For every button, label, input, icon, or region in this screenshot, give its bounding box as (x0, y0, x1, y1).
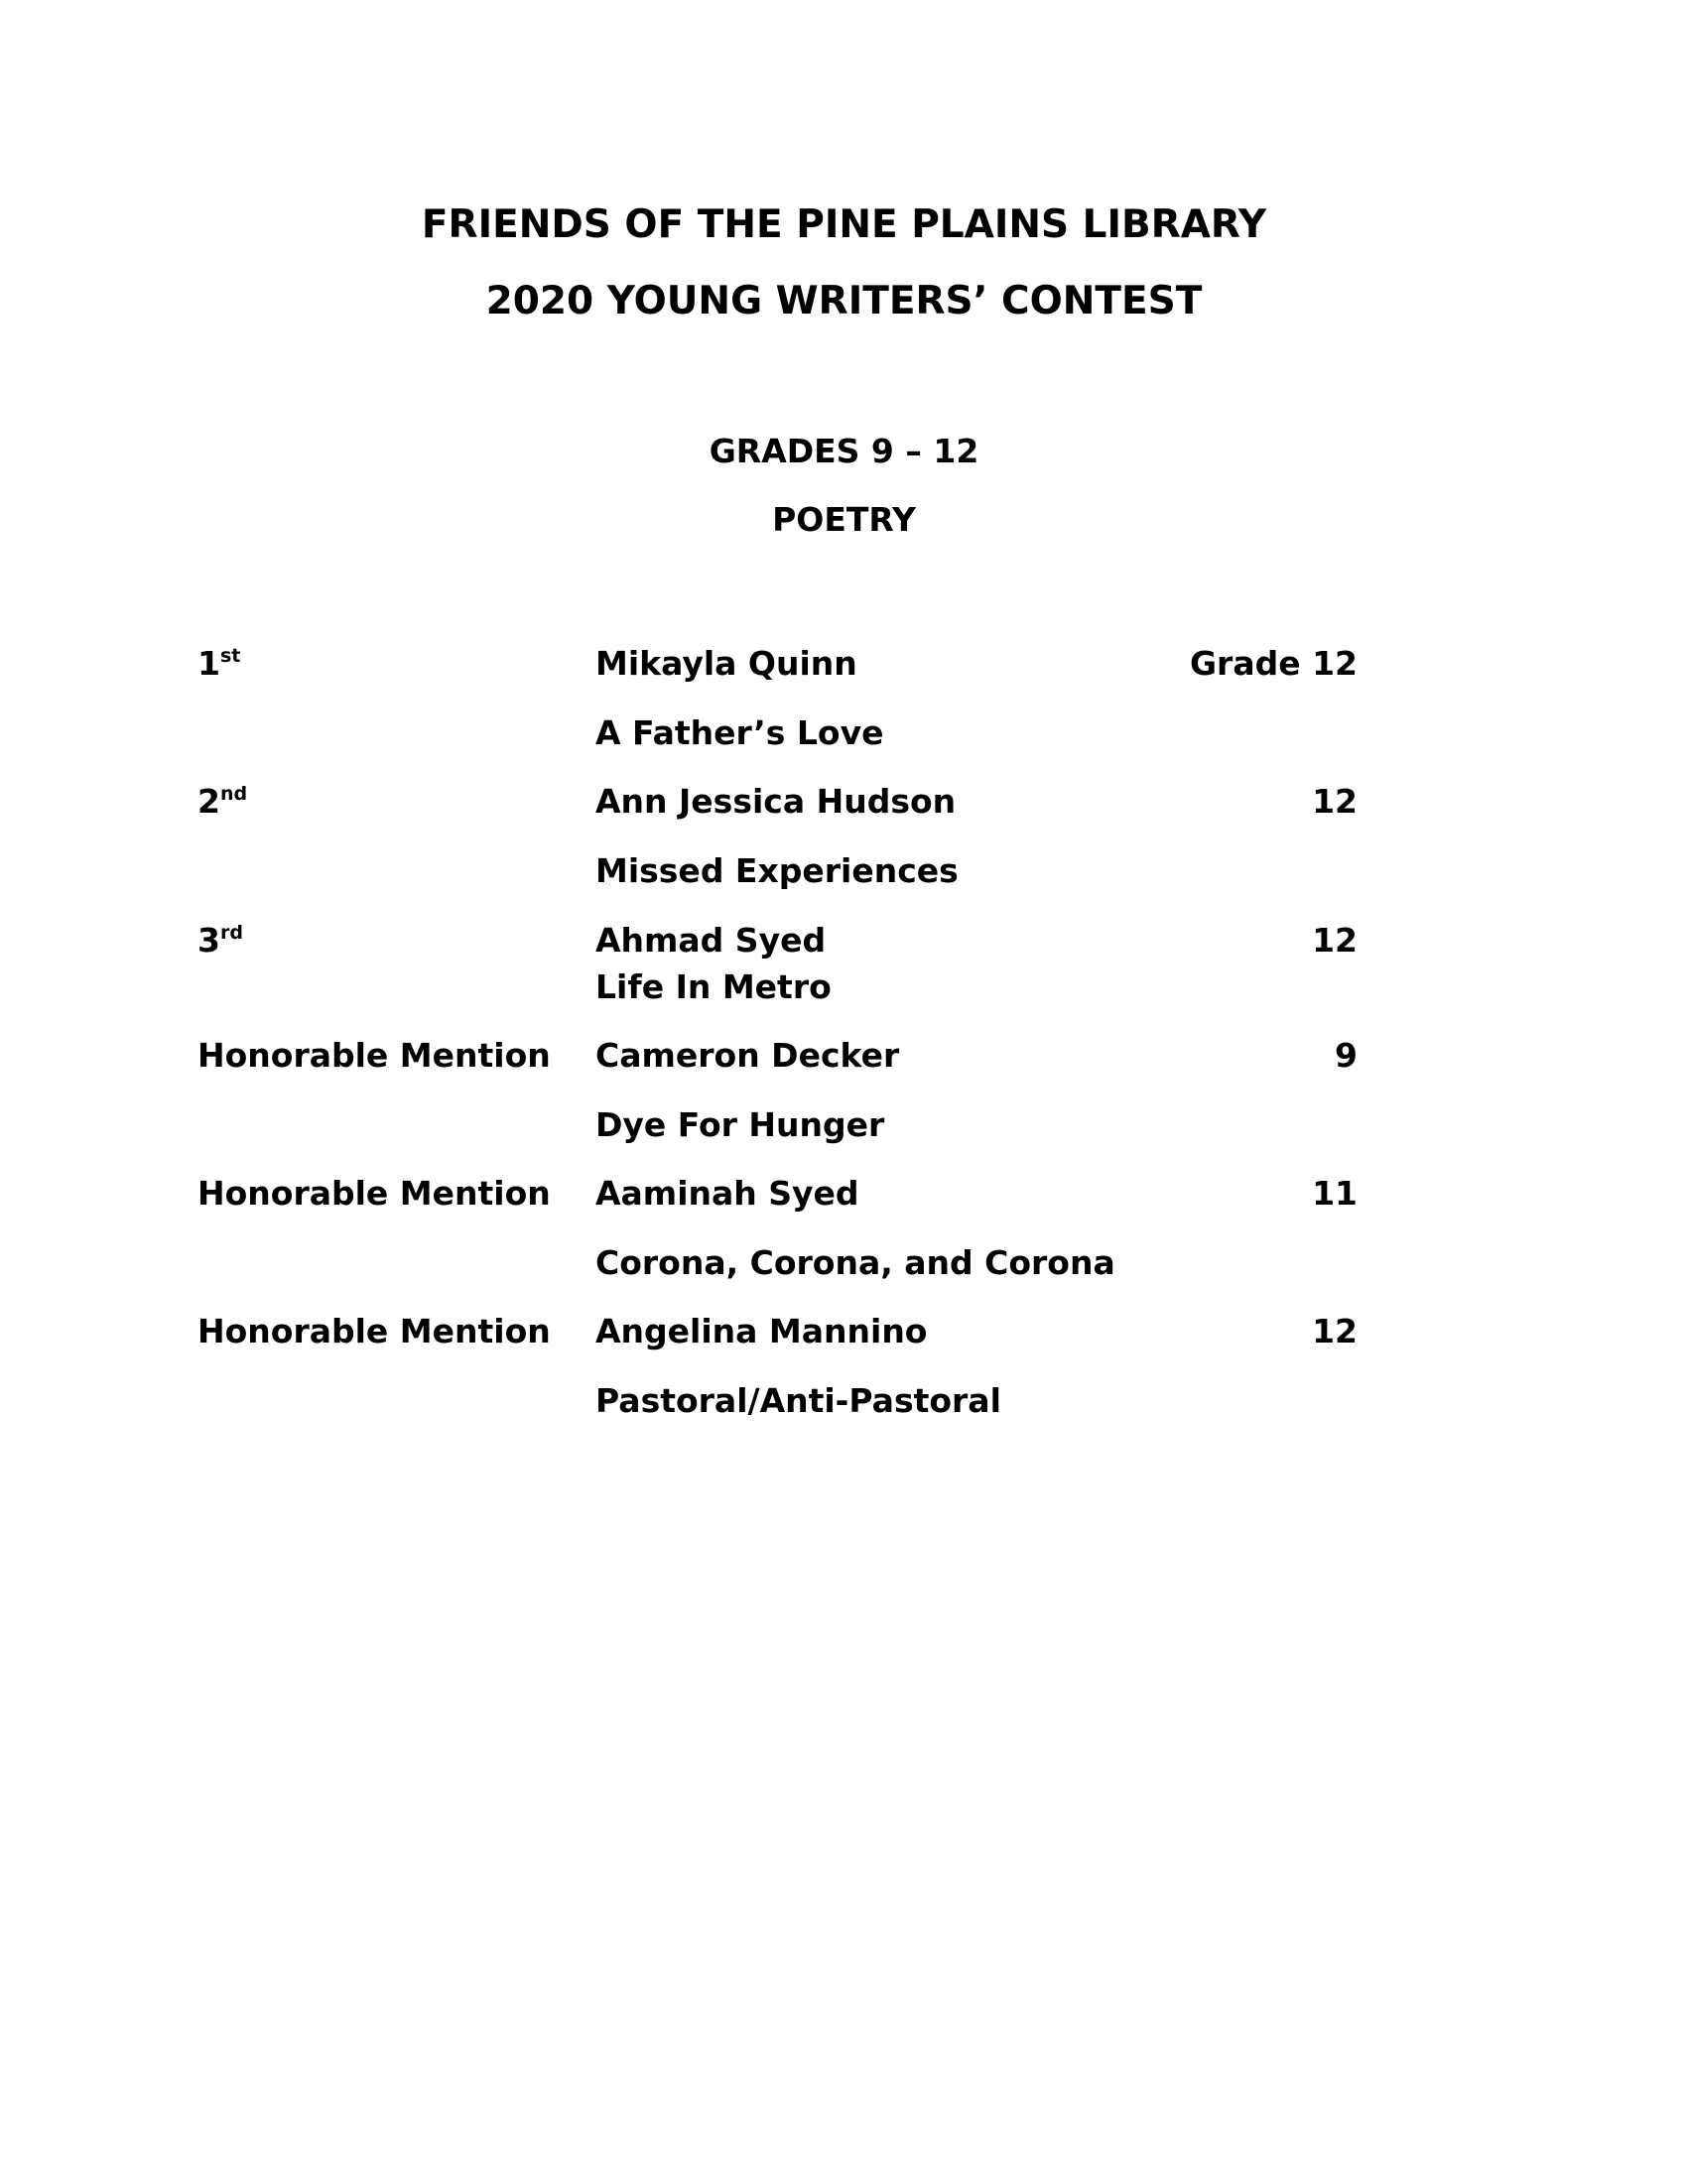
entry-name: Angelina Mannino (595, 1312, 928, 1350)
entry-grade: 11 (1312, 1174, 1358, 1213)
entry-name: Aaminah Syed (595, 1174, 859, 1213)
entry-work: Pastoral/Anti-Pastoral (595, 1381, 1001, 1420)
entry-place: Honorable Mention (197, 1174, 551, 1213)
entry-work: Corona, Corona, and Corona (595, 1243, 1115, 1282)
entry-work: Missed Experiences (595, 851, 959, 890)
grades-heading: GRADES 9 – 12 (709, 432, 979, 470)
entry-place: 1st (197, 644, 241, 683)
entry-place: Honorable Mention (197, 1312, 551, 1350)
entry-name: Cameron Decker (595, 1036, 900, 1075)
entry-place: Honorable Mention (197, 1036, 551, 1075)
entry-grade: 9 (1335, 1036, 1358, 1075)
entry-name: Ahmad Syed (595, 921, 827, 960)
entry-grade: 12 (1312, 1312, 1358, 1350)
entry-place: 2nd (197, 782, 248, 821)
entry-name: Ann Jessica Hudson (595, 782, 957, 821)
contest-title: 2020 YOUNG WRITERS’ CONTEST (485, 279, 1203, 323)
category-heading: POETRY (772, 500, 916, 539)
entry-work: Life In Metro (595, 967, 832, 1006)
entry-place: 3rd (197, 921, 243, 960)
entry-name: Mikayla Quinn (595, 644, 857, 683)
place-suffix: rd (219, 922, 243, 944)
place-suffix: nd (219, 783, 248, 805)
place-suffix: st (219, 645, 241, 667)
entry-grade: 12 (1312, 782, 1358, 821)
entry-grade: 12 (1312, 921, 1358, 960)
entry-work: A Father’s Love (595, 713, 884, 752)
entry-grade: Grade 12 (1189, 644, 1358, 683)
entry-work: Dye For Hunger (595, 1105, 885, 1144)
org-title: FRIENDS OF THE PINE PLAINS LIBRARY (421, 202, 1267, 247)
